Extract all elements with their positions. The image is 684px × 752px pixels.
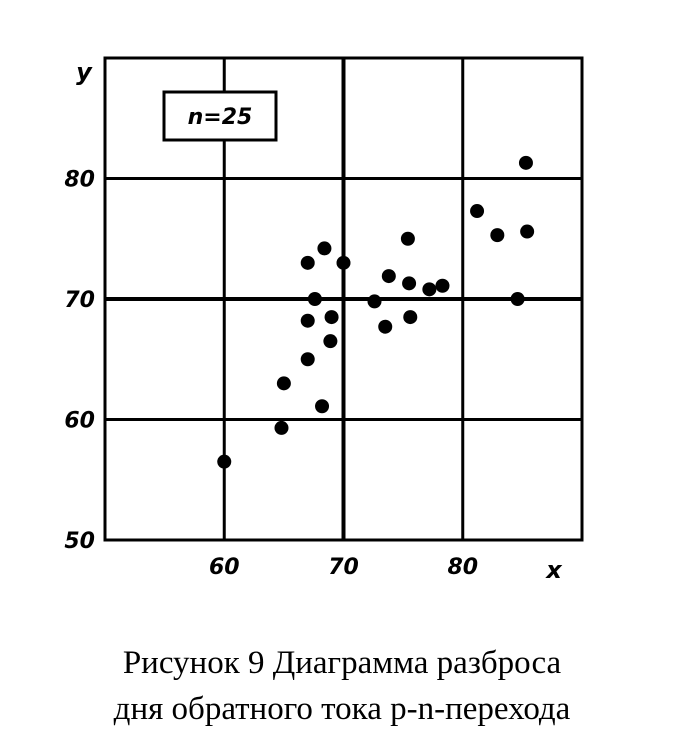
- data-point-16: [401, 232, 415, 246]
- data-point-24: [519, 156, 533, 170]
- data-point-8: [301, 256, 315, 270]
- x-tick-label-60: 60: [208, 555, 240, 580]
- data-point-3: [277, 376, 291, 390]
- data-point-11: [325, 310, 339, 324]
- data-point-12: [337, 256, 351, 270]
- data-point-23: [511, 292, 525, 306]
- data-point-10: [323, 334, 337, 348]
- annotation-n-25: n=25: [187, 105, 253, 130]
- data-point-14: [378, 320, 392, 334]
- data-point-18: [403, 310, 417, 324]
- data-point-17: [402, 276, 416, 290]
- caption-line-2: дня обратного тока p-n-перехода: [113, 691, 571, 727]
- data-point-4: [301, 352, 315, 366]
- data-point-20: [435, 279, 449, 293]
- data-point-9: [317, 241, 331, 255]
- data-point-7: [308, 292, 322, 306]
- data-point-1: [217, 455, 231, 469]
- data-point-2: [274, 421, 288, 435]
- x-tick-label-80: 80: [447, 555, 479, 580]
- caption-line-1: Рисунок 9 Диаграмма разброса: [122, 645, 562, 681]
- data-point-19: [422, 282, 436, 296]
- data-point-15: [382, 269, 396, 283]
- y-tick-label-50: 50: [64, 529, 95, 554]
- x-axis-label: x: [546, 556, 562, 584]
- data-point-21: [470, 204, 484, 218]
- figure-caption: [0, 640, 684, 732]
- y-tick-label-60: 60: [64, 408, 95, 434]
- y-tick-label-70: 70: [64, 288, 95, 313]
- data-point-25: [520, 225, 534, 239]
- data-point-22: [490, 228, 504, 242]
- x-tick-label-70: 70: [328, 555, 359, 580]
- data-point-6: [301, 314, 315, 328]
- data-point-5: [315, 399, 329, 413]
- data-point-13: [368, 294, 382, 308]
- y-axis-label: y: [76, 58, 92, 86]
- y-tick-label-80: 80: [64, 167, 95, 193]
